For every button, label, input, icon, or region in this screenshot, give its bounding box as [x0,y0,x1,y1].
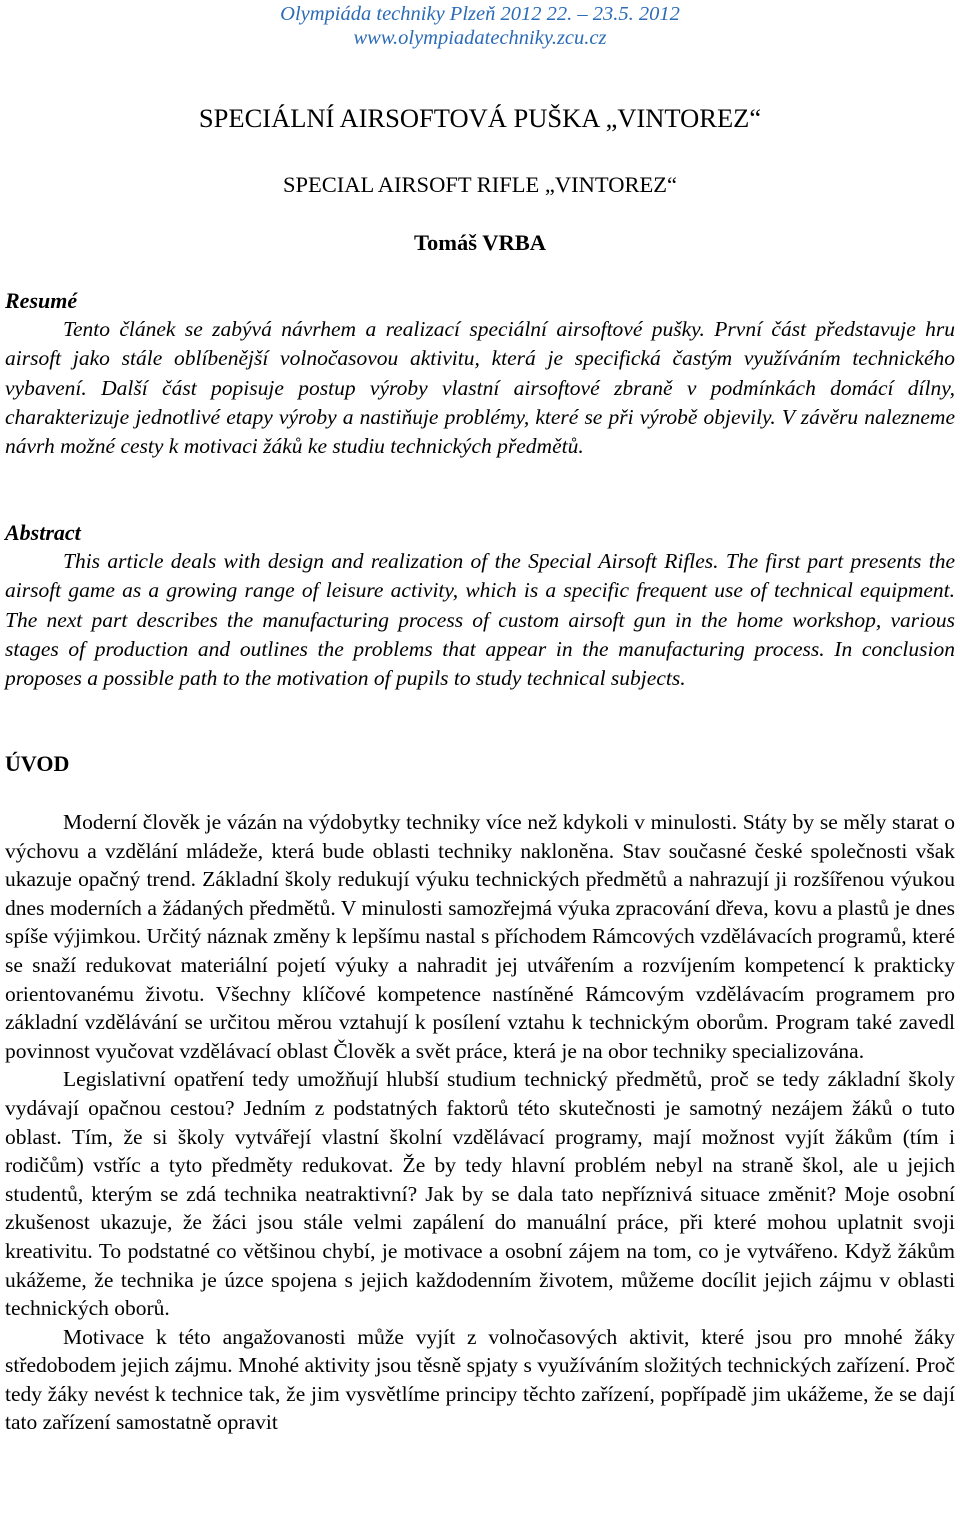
abstract-heading: Abstract [5,520,81,545]
intro-paragraph-3: Motivace k této angažovanosti může vyjít z volnočasových aktivit, které jsou pro mnohé žáky středobodem jejich zájmu. Mnohé aktivity jsou těsně spjaty s využíváním složitých technických zařízení. Proč tedy žáky nevést k technice tak, že jim vysvětlíme principy těchto zařízení, popřípadě jim ukážeme, že se dají tato zařízení samostatně opravit [5,1324,955,1435]
abstract-text: This article deals with design and realization of the Special Airsoft Rifles. The first part presents the airsoft game as a growing range of leisure activity, which is a specific frequent use of technical equipment. The next part describes the manufacturing process of custom airsoft gun in the home workshop, various stages of production and outlines the problems that appear in the manufacturing process. In conclusion proposes a possible path to the motivation of pupils to study technical subjects. [5,549,955,691]
intro-paragraph-2: Legislativní opatření tedy umožňují hlubší studium technický předmětů, proč se tedy základní školy vydávají opačnou cestou? Jedním z podstatných faktorů této skutečnosti je samotný nezájem žáků o tuto oblast. Tím, že si školy vytvářejí vlastní školní vzdělávací programy, mají možnost vyjít žákům (tím i rodičům) vstříc a tyto předměty redukovat. Že by tedy hlavní problém nebyl na straně škol, ale u jejich studentů, kterým se zdá technika neatraktivní? Jak by se dala tato nepříznivá situace změnit? Moje osobní zkušenost ukazuje, že žáci jsou stále velmi zapálení do manuální práce, při které mohou uplatnit svoji kreativitu. To podstatné co většinou chybí, je motivace a osobní zájem na tom, co je vytvářeno. Když žákům ukážeme, že technika je úzce spojena s jejich každodenním životem, můžeme docílit jejich zájmu v oblasti technických oborů. [5,1067,955,1321]
paper-subtitle: SPECIAL AIRSOFT RIFLE „VINTOREZ“ [283,172,677,197]
paper-author: Tomáš VRBA [414,230,546,255]
intro-paragraph-1: Moderní člověk je vázán na výdobytky techniky více než kdykoli v minulosti. Státy by se měly starat o výchovu a vzdělání mládeže, která bude oblasti techniky nakloněna. Stav současné české společnosti však ukazuje opačný trend. Základní školy redukují výuku technických předmětů a nahrazují ji rozšířenou výukou dnes moderních a žádaných předmětů. V minulosti samozřejmá výuka zpracování dřeva, kovu a plastů je dnes spíše výjimkou. Určitý náznak změny k lepšímu nastal s příchodem Rámcových vzdělávacích programů, které se snaží redukovat materiální pojetí výuky a nahradit jej utvářením a rozvíjením kompetencí k prakticky orientovanému životu. Všechny klíčové kompetence nastíněné Rámcovým vzdělávacím programem pro základní vzdělávání se určitou měrou vztahují k posílení vztahu k technickým oborům. Program také zavedl povinnost vyučovat vzdělávací oblast Člověk a svět práce, která je na obor techniky specializována. [5,810,955,1063]
abstract-section [5,518,955,693]
conference-header [5,2,955,50]
resume-heading: Resumé [5,288,78,313]
paper-title: SPECIÁLNÍ AIRSOFTOVÁ PUŠKA „VINTOREZ“ [198,103,762,133]
conference-name: Olympiáda techniky Plzeň 2012 22. – 23.5. 2012 [280,3,680,25]
intro-body [5,808,955,1437]
intro-heading-block [5,749,955,778]
resume-section [5,286,955,461]
intro-heading: ÚVOD [5,751,70,776]
resume-text: Tento článek se zabývá návrhem a realizací speciální airsoftové pušky. První část představuje hru airsoft jako stále oblíbenější volnočasovou aktivitu, která je specifická častým využíváním technického vybavení. Další část popisuje postup výroby vlastní airsoftové zbraně v podmínkách domácí dílny, charakterizuje jednotlivé etapy výroby a nastiňuje problémy, které se při výrobě objevily. V závěru nalezneme návrh možné cesty k motivaci žáků ke studiu technických předmětů. [5,317,955,459]
conference-url[interactable]: www.olympiadatechniky.zcu.cz [353,27,607,49]
